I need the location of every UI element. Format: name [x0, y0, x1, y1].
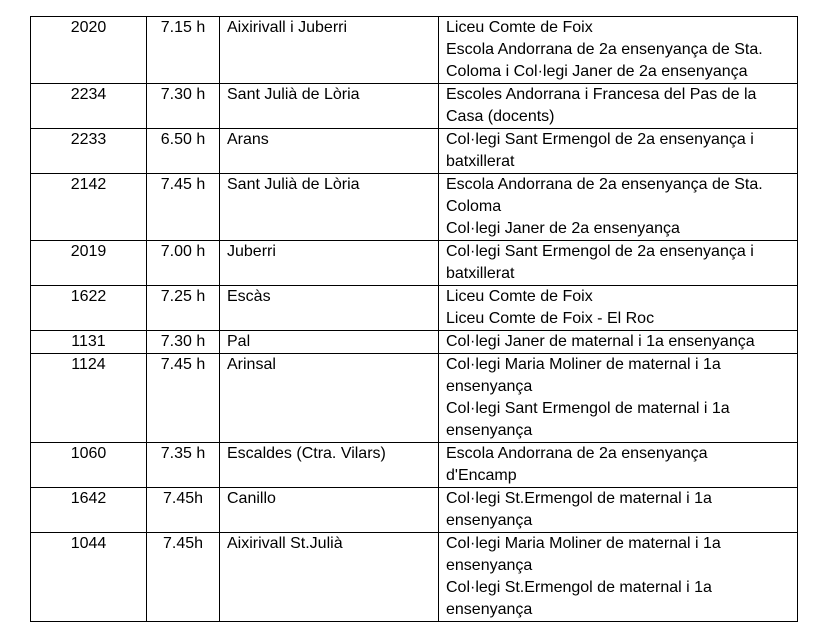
departure-time-cell: 7.35 h: [147, 443, 220, 488]
route-code-cell: 2019: [31, 241, 147, 286]
table-row: [31, 129, 798, 174]
route-code-cell: 1131: [31, 331, 147, 354]
table-row: [31, 331, 798, 354]
schools-cell: [439, 354, 798, 443]
departure-time-cell: 7.45h: [147, 488, 220, 533]
school-line: Coloma: [446, 198, 502, 215]
route-code-cell: 2233: [31, 129, 147, 174]
route-code-cell: 2020: [31, 17, 147, 84]
route-code-cell: 2234: [31, 84, 147, 129]
schools-cell: [439, 129, 798, 174]
school-line: Col·legi Janer de maternal i 1a ensenyança: [446, 333, 755, 350]
table-row: [31, 354, 798, 443]
schools-cell: [439, 331, 798, 354]
origin-place-cell: Escaldes (Ctra. Vilars): [220, 443, 439, 488]
school-line: ensenyança: [446, 378, 533, 395]
departure-time-cell: 7.45h: [147, 533, 220, 622]
route-code-cell: 2142: [31, 174, 147, 241]
school-line: ensenyança: [446, 557, 533, 574]
schools-cell: [439, 84, 798, 129]
departure-time-cell: 7.25 h: [147, 286, 220, 331]
school-line: Casa (docents): [446, 108, 555, 125]
school-line: Col·legi Sant Ermengol de maternal i 1a: [446, 400, 730, 417]
route-code-cell: 1124: [31, 354, 147, 443]
school-line: ensenyança: [446, 422, 533, 439]
route-code-cell: 1060: [31, 443, 147, 488]
departure-time-cell: 7.30 h: [147, 84, 220, 129]
departure-time-cell: 7.30 h: [147, 331, 220, 354]
school-line: Escola Andorrana de 2a ensenyança: [446, 445, 708, 462]
school-line: ensenyança: [446, 512, 533, 529]
school-line: ensenyança: [446, 601, 533, 618]
school-line: batxillerat: [446, 265, 515, 282]
departure-time-cell: 7.15 h: [147, 17, 220, 84]
school-line: Col·legi Sant Ermengol de 2a ensenyança i: [446, 131, 754, 148]
school-line: Escola Andorrana de 2a ensenyança de Sta.: [446, 176, 763, 193]
school-line: d'Encamp: [446, 467, 517, 484]
table-row: [31, 488, 798, 533]
departure-time-cell: 7.45 h: [147, 174, 220, 241]
school-line: Col·legi Janer de 2a ensenyança: [446, 220, 680, 237]
school-line: Col·legi St.Ermengol de maternal i 1a: [446, 490, 712, 507]
departure-time-cell: 7.45 h: [147, 354, 220, 443]
schools-cell: [439, 533, 798, 622]
origin-place-cell: Juberri: [220, 241, 439, 286]
table-row: [31, 241, 798, 286]
school-line: Col·legi Maria Moliner de maternal i 1a: [446, 356, 721, 373]
departure-time-cell: 6.50 h: [147, 129, 220, 174]
origin-place-cell: Aixirivall St.Julià: [220, 533, 439, 622]
school-line: Liceu Comte de Foix - El Roc: [446, 310, 655, 327]
schools-cell: [439, 174, 798, 241]
origin-place-cell: Sant Julià de Lòria: [220, 174, 439, 241]
origin-place-cell: Pal: [220, 331, 439, 354]
origin-place-cell: Escàs: [220, 286, 439, 331]
table-row: [31, 286, 798, 331]
departure-time-cell: 7.00 h: [147, 241, 220, 286]
origin-place-cell: Aixirivall i Juberri: [220, 17, 439, 84]
route-code-cell: 1622: [31, 286, 147, 331]
school-line: Liceu Comte de Foix: [446, 19, 593, 36]
routes-table-body: [31, 17, 798, 622]
bus-routes-table: [30, 16, 798, 622]
school-line: Col·legi St.Ermengol de maternal i 1a: [446, 579, 712, 596]
school-line: batxillerat: [446, 153, 515, 170]
origin-place-cell: Sant Julià de Lòria: [220, 84, 439, 129]
table-row: [31, 17, 798, 84]
schools-cell: [439, 286, 798, 331]
school-line: Liceu Comte de Foix: [446, 288, 593, 305]
school-line: Col·legi Maria Moliner de maternal i 1a: [446, 535, 721, 552]
schools-cell: [439, 443, 798, 488]
table-row: [31, 443, 798, 488]
origin-place-cell: Arinsal: [220, 354, 439, 443]
route-code-cell: 1044: [31, 533, 147, 622]
school-line: Escoles Andorrana i Francesa del Pas de la: [446, 86, 757, 103]
origin-place-cell: Arans: [220, 129, 439, 174]
origin-place-cell: Canillo: [220, 488, 439, 533]
school-line: Escola Andorrana de 2a ensenyança de Sta.: [446, 41, 763, 58]
school-line: Coloma i Col·legi Janer de 2a ensenyança: [446, 63, 748, 80]
table-row: [31, 174, 798, 241]
table-row: [31, 533, 798, 622]
schools-cell: [439, 241, 798, 286]
schools-cell: [439, 488, 798, 533]
school-line: Col·legi Sant Ermengol de 2a ensenyança i: [446, 243, 754, 260]
table-row: [31, 84, 798, 129]
schools-cell: [439, 17, 798, 84]
route-code-cell: 1642: [31, 488, 147, 533]
